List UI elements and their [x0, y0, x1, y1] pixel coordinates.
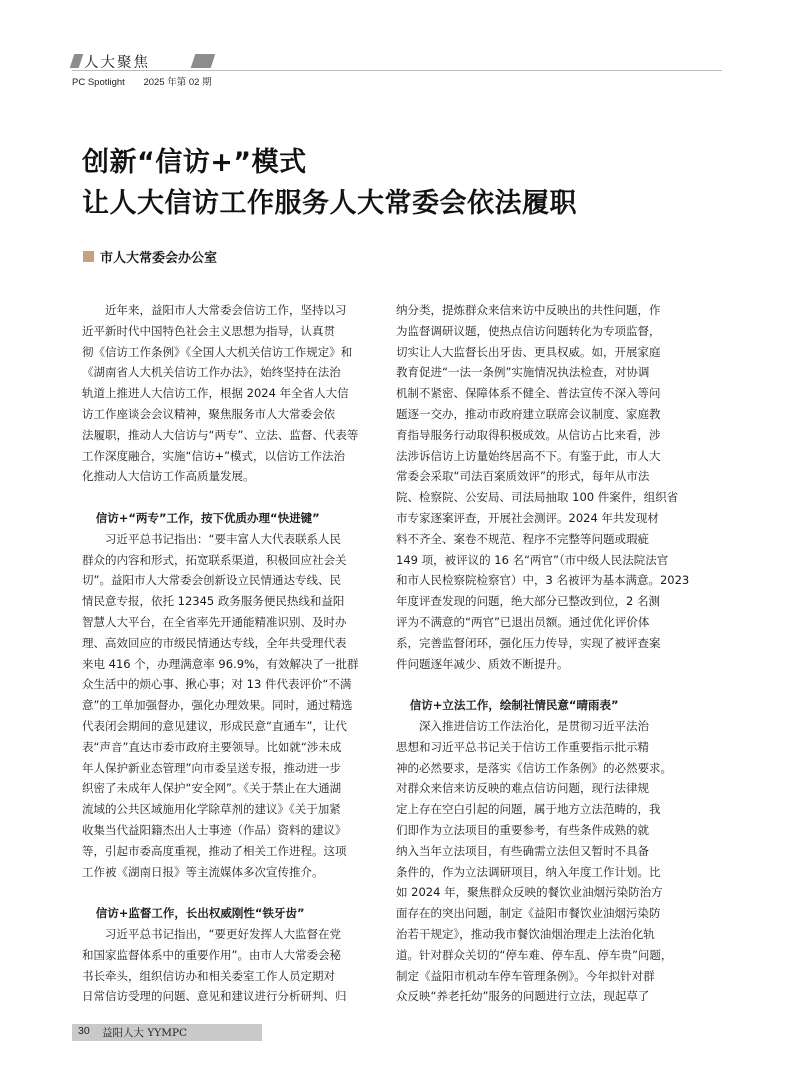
left-text-column — [82, 300, 388, 1007]
pc-spotlight-label: PC Spotlight — [72, 77, 125, 88]
magazine-name: 益阳人大 YYMPC — [102, 1027, 188, 1039]
article-title-line-2: 让人大信访工作服务人大常委会依法履职 — [82, 188, 577, 219]
author-square-icon — [83, 251, 94, 262]
author-byline: 市人大常委会办公室 — [100, 251, 218, 266]
header-divider — [72, 70, 722, 71]
body-paragraph: 深入推进信访工作法治化，是贯彻习近平法治 思想和习近平总书记关于信访工作重要指示批示精 神的必然要求，是落实《信访工作条例》的必然要求。 对群众来信来访反映的难点信访问题，现行法律规 定上存在空白引起的问题，属于地方立法范畴的，我 们即作为立法项目的重要参考，有些条件成熟的就 纳入当年立法项目，有些确需立法但又暂时不具备 条件的，作为立法调研项目，纳入年度工作计划。比 如 2024 年，聚焦群众反映的餐饮业油烟污染防治方 面存在的突出问题，制定《益阳市餐饮业油烟污染防 治若干规定》，推动我市餐饮油烟治理走上法治化轨 道。针对群众关切的“停车难、停车乱、停车贵”问题， 制定《益阳市机动车停车管理条例》。今年拟针对群 众反映“养老托幼”服务的问题进行立法，现起草了 — [396, 718, 673, 1004]
header-subline — [72, 74, 212, 88]
paragraph-gap — [82, 487, 388, 508]
section-heading: 信访+“两专”工作，按下优质办理“快进键” — [95, 510, 320, 525]
article-title-line-1: 创新“信访+”模式 — [82, 147, 307, 178]
section-heading: 信访+立法工作，绘制社情民意“晴雨表” — [409, 698, 619, 713]
right-text-column — [396, 300, 722, 1007]
section-label: 人大聚焦 — [84, 55, 150, 71]
body-paragraph: 纳分类，提炼群众来信来访中反映出的共性问题，作 为监督调研议题，使热点信访问题转化为专项监督， 切实让人大监督长出牙齿、更具权威。如，开展家庭 教育促进“一法一条例”实施情况执法检查，对协调 机制不紧密、保障体系不健全、普法宣传不深入等问 题逐一交办，推动市政府建立联席会议制度、家庭教 育指导服务行动取得积极成效。从信访占比来看，涉 法涉诉信访上访量始终居高不下。有鉴于此，市人大 常委会采取“司法百案质效评”的形式，每年从市法 院、检察院、公安局、司法局抽取 100 件案件，组织省 市专家逐案评查，开展社会测评。2024 年共发现材 料不齐全、案卷不规范、程序不完整等问题或瑕疵 149 项，被评议的 16 名“两官”（市中级人民法院法官 和市人民检察院检察官）中，3 名被评为基本满意。2023 年度评查发现的问题，绝大部分已整改到位，2 名测 评为不满意的“两官”已退出员额。通过优化评价体 系，完善监督闭环，强化压力传导，实现了被评查案 件问题逐年减少、质效不断提升。 — [396, 303, 690, 671]
header-right-bar — [191, 54, 216, 68]
paragraph-gap — [396, 674, 722, 695]
body-paragraph: 习近平总书记指出，“要更好发挥人大监督在党 和国家监督体系中的重要作用”。由市人大常委会秘 书长牵头，组织信访办和相关委室工作人员定期对 日常信访受理的问题、意见和建议进行分析研判、归 — [82, 926, 347, 1004]
page-number: 30 — [78, 1025, 90, 1037]
body-paragraph: 习近平总书记指出：“要丰富人大代表联系人民 群众的内容和形式，拓宽联系渠道，积极回应社会关 切”。益阳市人大常委会创新设立民情通达专线、民 情民意专报，依托 12345 政务服务便民热线和益阳 智慧人大平台，在全省率先开通能精准识别、及时办 理、高效回应的市级民情通达专线，全年共受理代表 来电 416 个，办理满意率 96.9%，有效解决了一批群 众生活中的烦心事、揪心事；对 13 件代表评价“不满 意”的工单加强督办，强化办理效果。同时，通过精选 代表闭会期间的意见建议，形成民意“直通车”，让代 表“声音”直达市委市政府主要领导。比如就“涉未成 年人保护新业态管理”向市委呈送专报，推动进一步 织密了未成年人保护“安全网”。《关于禁止在大通湖 流域的公共区域施用化学除草剂的建议》《关于加紧 收集当代益阳籍杰出人士事迹（作品）资料的建议》 等，引起市委高度重视，推动了相关工作进程。这项 工作被《湖南日报》等主流媒体多次宣传推介。 — [82, 531, 359, 879]
section-heading: 信访+监督工作，长出权威刚性“铁牙齿” — [95, 906, 305, 921]
paragraph-gap — [82, 882, 388, 903]
body-paragraph: 近年来，益阳市人大常委会信访工作，坚持以习 近平新时代中国特色社会主义思想为指导，认真贯 彻《信访工作条例》《全国人大机关信访工作规定》和 《湖南省人大机关信访工作办法》，始终坚持在法治 轨道上推进人大信访工作，根据 2024 年全省人大信 访工作座谈会会议精神，聚焦服务市人大常委会依 法履职，推动人大信访与“两专”、立法、监督、代表等 工作深度融合，实施“信访+”模式，以信访工作法治 化推动人大信访工作高质量发展。 — [82, 303, 359, 484]
header-left-bar — [70, 54, 84, 68]
issue-label: 2025 年第 02 期 — [143, 77, 212, 88]
